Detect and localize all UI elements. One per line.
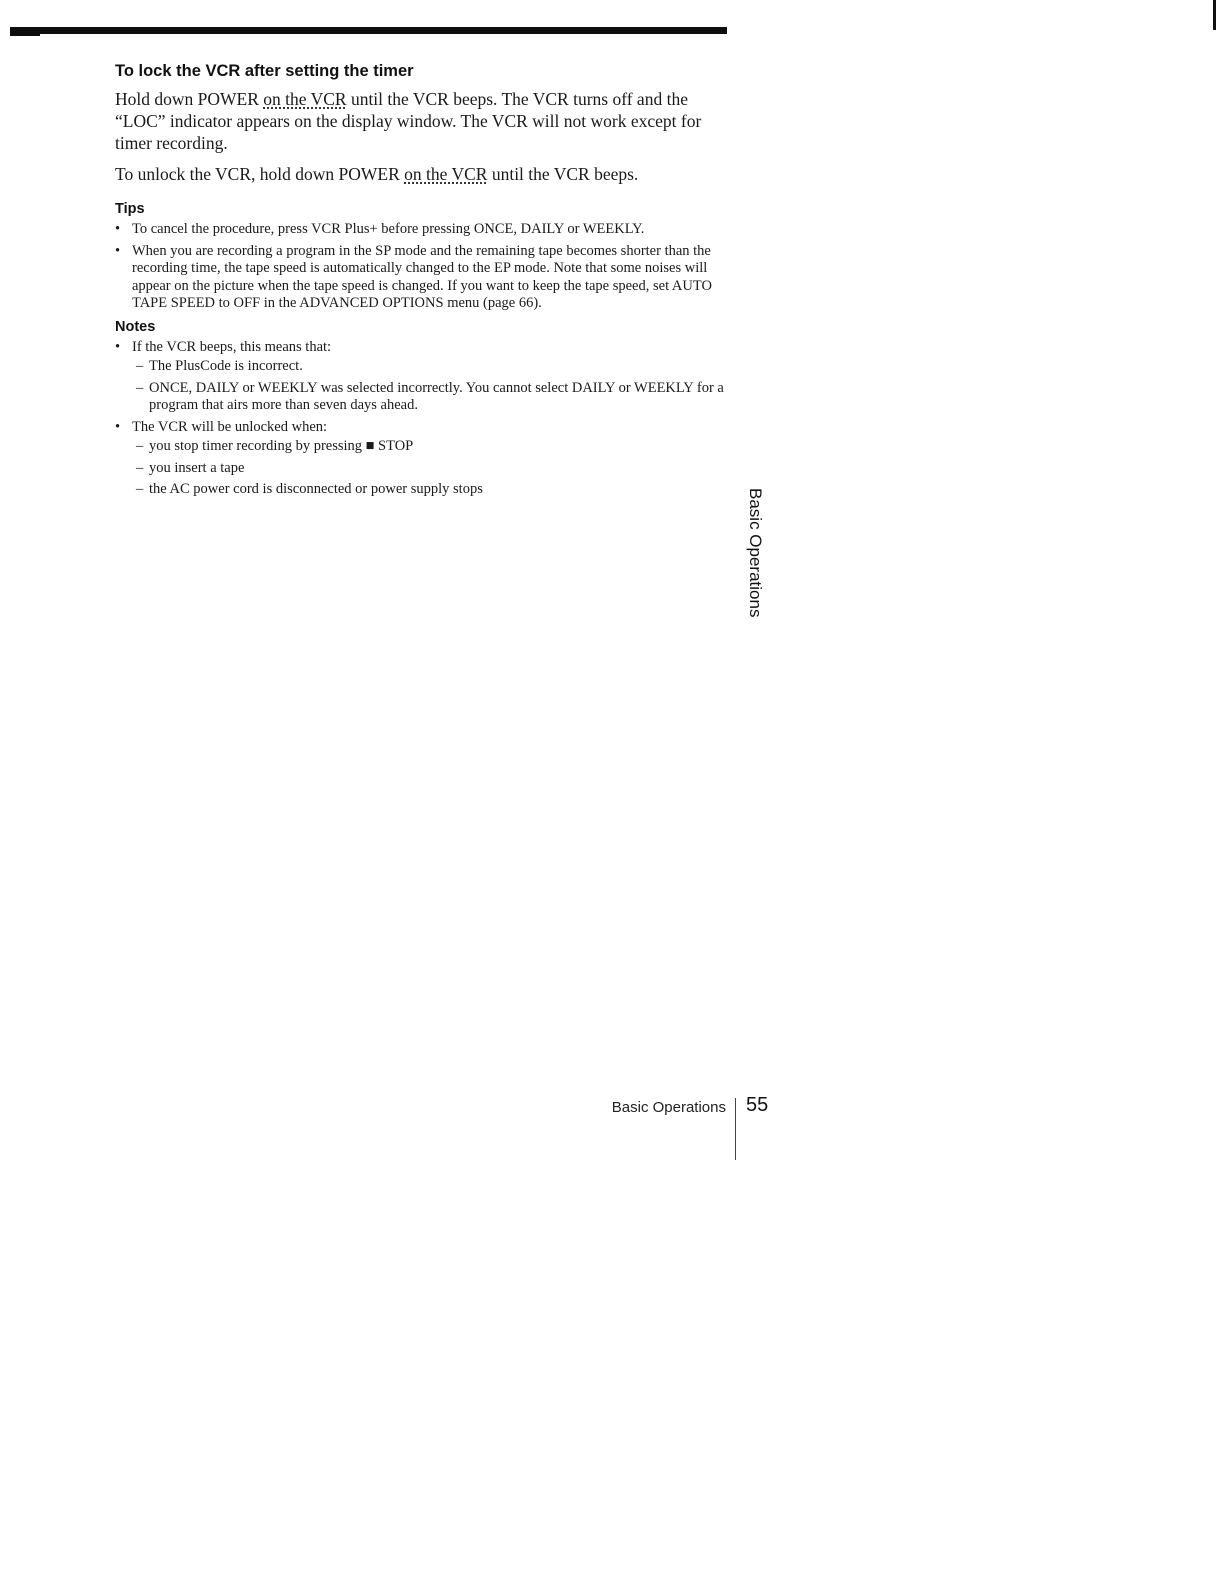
top-rule <box>10 27 727 34</box>
note-subitem: – the AC power cord is disconnected or power supply stops <box>132 481 725 499</box>
note-subitem: – ONCE, DAILY or WEEKLY was selected incorrectly. You cannot select DAILY or WEEKLY for a program that airs more than seven days ahead. <box>132 380 725 415</box>
unlock-paragraph-part-a: To unlock the VCR, hold down POWER <box>115 164 405 184</box>
lock-paragraph-part-a: Hold down POWER <box>115 89 264 109</box>
page-content <box>115 62 725 503</box>
on-the-vcr-underlined: on the VCR <box>263 89 347 109</box>
notes-heading: Notes <box>115 318 156 335</box>
page-number: 55 <box>746 1094 769 1116</box>
note-subitem: – you insert a tape <box>132 460 725 478</box>
lock-paragraph <box>115 88 725 154</box>
tips-list <box>115 221 725 313</box>
footer-divider <box>735 1098 736 1160</box>
note-item <box>115 419 725 499</box>
top-rule-cap <box>10 33 40 36</box>
note-item <box>115 339 725 415</box>
tip-item: • To cancel the procedure, press VCR Plus+ before pressing ONCE, DAILY or WEEKLY. <box>115 221 725 239</box>
lock-paragraph-part-b: until the VCR beeps. The VCR turns off and the “LOC” indicator appears on the display window. The VCR will not work except for timer recording. <box>115 89 702 153</box>
note-sublist <box>132 438 725 499</box>
note-subitem: – you stop timer recording by pressing ■ STOP <box>132 438 725 456</box>
on-the-vcr-underlined: on the VCR <box>404 164 488 184</box>
notes-list <box>115 339 725 499</box>
note-item-text: The VCR will be unlocked when: <box>132 418 328 435</box>
edge-mark <box>1213 0 1216 30</box>
note-item-text: If the VCR beeps, this means that: <box>132 338 332 355</box>
side-tab-label: Basic Operations <box>746 488 765 618</box>
footer-section-label: Basic Operations <box>611 1099 726 1116</box>
note-sublist <box>132 358 725 415</box>
unlock-paragraph <box>115 163 725 185</box>
note-subitem: – The PlusCode is incorrect. <box>132 358 725 376</box>
section-title: To lock the VCR after setting the timer <box>115 62 414 80</box>
unlock-paragraph-part-b: until the VCR beeps. <box>487 164 639 184</box>
tip-item: • When you are recording a program in the SP mode and the remaining tape becomes shorter than the recording time, the tape speed is automatically changed to the EP mode. Note that some noises will appear on the picture when the tape speed is changed. If you want to keep the tape speed, set AUTO TAPE SPEED to OFF in the ADVANCED OPTIONS menu (page 66). <box>115 243 725 313</box>
tips-heading: Tips <box>115 201 145 217</box>
